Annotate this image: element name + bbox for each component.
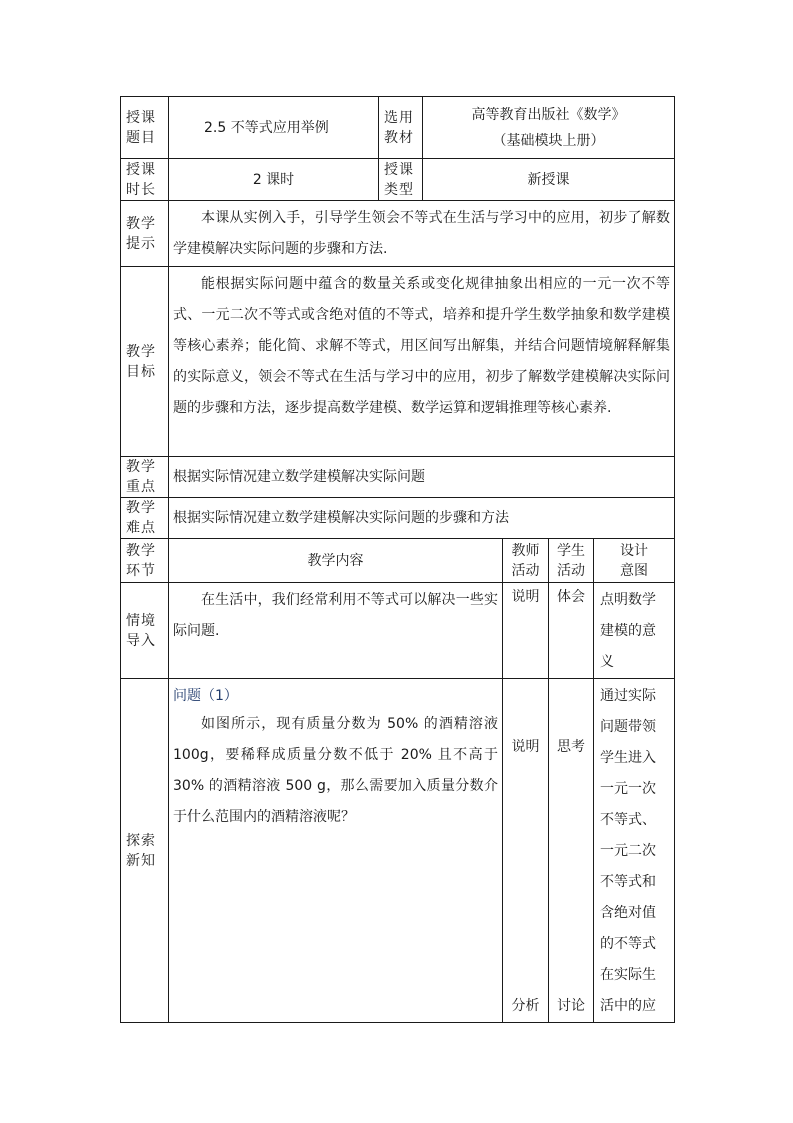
topic-label: 授课 题目 [121, 97, 169, 159]
explore-design-intent: 通过实际 问题带领 学生进入 一元一次 不等式、 一元二次 不等式和 含绝对值 的不等式 在实际生 活中的应 [594, 679, 675, 1023]
student-header: 学生 活动 [549, 539, 594, 583]
key-points-label: 教学 重点 [121, 457, 169, 498]
hints-label: 教学 提示 [121, 201, 169, 267]
lesson-plan-table [120, 96, 675, 1023]
key-points-text: 根据实际情况建立数学建模解决实际问题 [169, 457, 675, 498]
duration-value: 2 课时 [169, 159, 379, 201]
type-value: 新授课 [423, 159, 675, 201]
question-text: 如图所示，现有质量分数为 50% 的酒精溶液 100g，要稀释成质量分数不低于 20% 且不高于 30% 的酒精溶液 500 g，那么需要加入质量分数介于什么范围内的酒精溶液呢？ [173, 716, 498, 825]
explore-teacher-activity: 说明 分析 [503, 679, 549, 1023]
explore-content [169, 679, 503, 1023]
key-points-row [121, 457, 675, 498]
goals-text: 能根据实际问题中蕴含的数量关系或变化规律抽象出相应的一元一次不等式、一元二次不等式或含绝对值的不等式，培养和提升学生数学抽象和数学建模等核心素养；能化简、求解不等式，用区间写出解集，并结合问题情境解释解集的实际意义，领会不等式在生活与学习中的应用，初步了解数学建模解决实际问题的步骤和方法，逐步提高数学建模、数学运算和逻辑推理等核心素养. [169, 267, 675, 457]
textbook-label: 选用 教材 [379, 97, 423, 159]
intro-content: 在生活中，我们经常利用不等式可以解决一些实际问题. [169, 583, 503, 679]
question-label: 问题（1） [173, 688, 238, 704]
textbook-value: 高等教育出版社《数学》 （基础模块上册） [423, 97, 675, 159]
duration-label: 授课 时长 [121, 159, 169, 201]
topic-value: 2.5 不等式应用举例 [169, 97, 379, 159]
explore-stage: 探索 新知 [121, 679, 169, 1023]
goals-row [121, 267, 675, 457]
teacher-header: 教师 活动 [503, 539, 549, 583]
duration-row [121, 159, 675, 201]
intro-stage: 情境 导入 [121, 583, 169, 679]
content-header: 教学内容 [169, 539, 503, 583]
hints-row [121, 201, 675, 267]
difficulties-label: 教学 难点 [121, 498, 169, 539]
explore-student-activity: 思考 讨论 [549, 679, 594, 1023]
hints-text: 本课从实例入手，引导学生领会不等式在生活与学习中的应用，初步了解数学建模解决实际问题的步骤和方法. [169, 201, 675, 267]
intro-design-intent: 点明数学 建模的意 义 [594, 583, 675, 679]
explore-row [121, 679, 675, 1023]
intro-teacher-activity: 说明 [503, 583, 549, 679]
topic-row [121, 97, 675, 159]
column-header-row [121, 539, 675, 583]
difficulties-text: 根据实际情况建立数学建模解决实际问题的步骤和方法 [169, 498, 675, 539]
goals-label: 教学 目标 [121, 267, 169, 457]
type-label: 授课 类型 [379, 159, 423, 201]
stage-header: 教学 环节 [121, 539, 169, 583]
intro-student-activity: 体会 [549, 583, 594, 679]
design-header: 设计 意图 [594, 539, 675, 583]
difficulties-row [121, 498, 675, 539]
intro-row [121, 583, 675, 679]
